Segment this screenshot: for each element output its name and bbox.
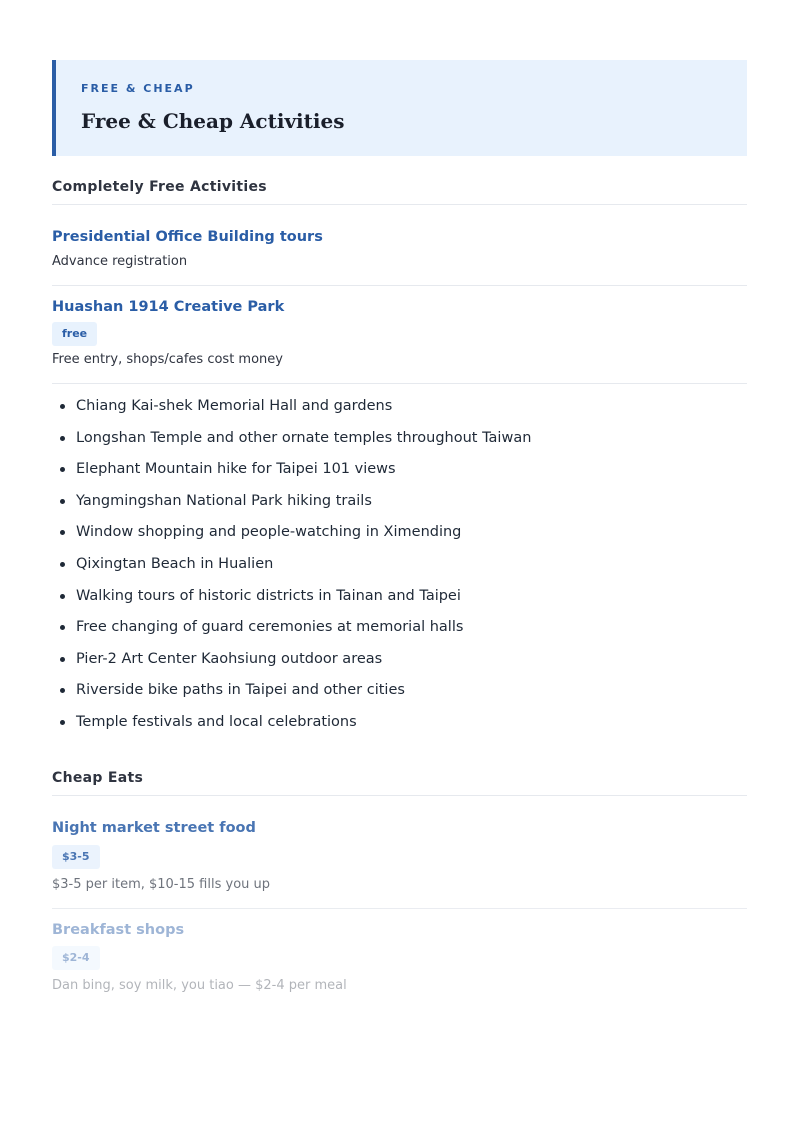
activity-entry xyxy=(52,286,747,384)
free-activities-list xyxy=(52,397,747,745)
free-activities-heading: Completely Free Activities xyxy=(52,178,747,205)
price-badge: free xyxy=(52,322,97,346)
bullet-icon xyxy=(60,499,65,504)
list-item xyxy=(52,681,747,713)
section-header xyxy=(52,60,747,156)
entry-title: Night market street food xyxy=(52,819,256,836)
cheap-eats-heading: Cheap Eats xyxy=(52,769,747,796)
bullet-icon xyxy=(60,404,65,409)
bullet-icon xyxy=(60,530,65,535)
bullet-icon xyxy=(60,562,65,567)
bullet-icon xyxy=(60,594,65,599)
entry-description: Free entry, shops/cafes cost money xyxy=(52,352,283,367)
list-item xyxy=(52,523,747,555)
entry-title: Huashan 1914 Creative Park xyxy=(52,299,285,315)
list-item xyxy=(52,492,747,524)
list-item-text: Window shopping and people-watching in Ximending xyxy=(76,524,462,541)
entry-description: $3-5 per item, $10-15 fills you up xyxy=(52,876,271,892)
list-item-text: Riverside bike paths in Taipei and other cities xyxy=(76,682,405,699)
list-item-text: Chiang Kai-shek Memorial Hall and gardens xyxy=(76,398,393,414)
food-entry xyxy=(52,909,747,995)
list-item-text: Temple festivals and local celebrations xyxy=(76,713,357,730)
list-item xyxy=(52,397,747,429)
list-item-text: Free changing of guard ceremonies at memorial halls xyxy=(76,619,464,636)
list-item xyxy=(52,587,747,619)
list-item-text: Walking tours of historic districts in Tainan and Taipei xyxy=(76,587,461,604)
list-item xyxy=(52,650,747,682)
food-entry xyxy=(52,796,747,909)
list-item xyxy=(52,713,747,745)
list-item xyxy=(52,618,747,650)
list-item xyxy=(52,460,747,492)
bullet-icon xyxy=(60,720,65,725)
page-title: Free & Cheap Activities xyxy=(81,109,345,133)
entry-title: Presidential Office Building tours xyxy=(52,229,323,245)
bullet-icon xyxy=(60,467,65,472)
activity-entry xyxy=(52,205,747,286)
list-item xyxy=(52,429,747,461)
entry-title: Breakfast shops xyxy=(52,921,185,938)
list-item-text: Yangmingshan National Park hiking trails xyxy=(76,492,372,509)
entry-description: Advance registration xyxy=(52,254,188,269)
bullet-icon xyxy=(60,436,65,441)
list-item-text: Longshan Temple and other ornate temples throughout Taiwan xyxy=(76,429,532,446)
price-badge: $3-5 xyxy=(52,845,100,869)
bullet-icon xyxy=(60,625,65,630)
entry-description: Dan bing, soy milk, you tiao — $2-4 per meal xyxy=(52,977,347,993)
list-item-text: Pier-2 Art Center Kaohsiung outdoor areas xyxy=(76,650,383,667)
price-badge: $2-4 xyxy=(52,946,100,970)
bullet-icon xyxy=(60,657,65,662)
section-eyebrow: FREE & CHEAP xyxy=(81,82,195,95)
bullet-icon xyxy=(60,688,65,693)
list-item xyxy=(52,555,747,587)
list-item-text: Elephant Mountain hike for Taipei 101 views xyxy=(76,461,396,478)
list-item-text: Qixingtan Beach in Hualien xyxy=(76,555,274,572)
